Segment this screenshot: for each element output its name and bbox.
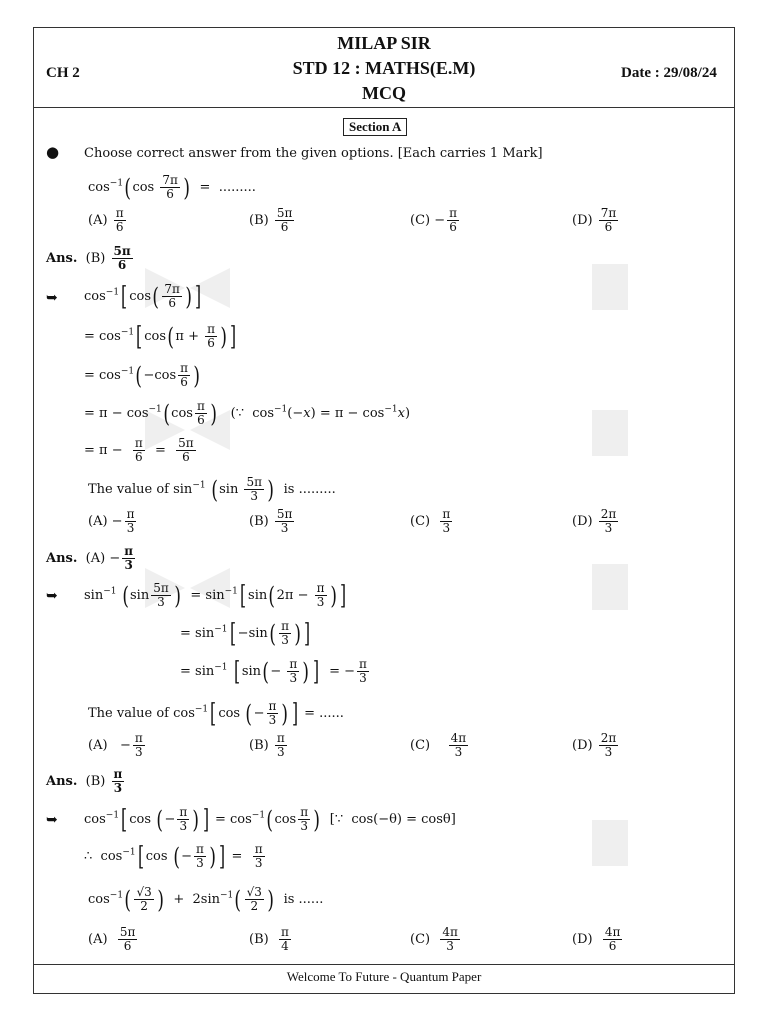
q2-option-b: (B) $\frac{5\pi}{3}$	[249, 507, 293, 535]
bullet-icon: ●	[46, 143, 60, 161]
arrow-icon: ➥	[46, 290, 58, 306]
q3-step-2: ∴ $\cos^{-1}$[ cos (− $\frac{\pi}{3}$ ) ] = $\frac{\pi}{3}$	[84, 841, 263, 872]
page-title: STD 12 : MATHS(E.M)	[292, 58, 476, 78]
q1-step-4: = $\pi - \cos^{-1}(\cos$ $\frac{\pi}{6}$ ) (∵ $\cos^{-1}(-x) = \pi - \cos^{-1}x$)	[84, 399, 411, 428]
q1-option-a: (A) $\frac{\pi}{6}$	[88, 206, 124, 234]
teacher-name: MILAP SIR	[337, 33, 431, 53]
q1-answer: Ans. (B) $\frac{5\pi}{6}$	[46, 244, 131, 272]
q3-option-c: (C) $\frac{4\pi}{3}$	[410, 731, 467, 759]
arrow-icon: ➥	[46, 588, 58, 604]
question-4: $\cos^{-1}$( $\frac{√3}{2}$ ) + $2\sin^{-1}$( $\frac{√3}{2}$ ) is ......	[88, 885, 324, 914]
section-heading: Section A	[343, 118, 407, 136]
q4-option-b: (B) $\frac{\pi}{4}$	[249, 925, 289, 953]
q2-option-c: (C) $\frac{\pi}{3}$	[410, 507, 451, 535]
q4-option-d: (D) $\frac{4\pi}{6}$	[572, 925, 621, 953]
q1-option-c: (C) − $\frac{\pi}{6}$	[410, 206, 458, 234]
watermark-icon	[590, 818, 630, 868]
q3-step-1: $\cos^{-1}$[ cos (− $\frac{\pi}{3}$ ) ] = $\cos^{-1}(\cos$ $\frac{\pi}{3}$ ) [∵ cos(−θ) = cosθ]	[84, 804, 456, 835]
q1-option-b: (B) $\frac{5\pi}{6}$	[249, 206, 293, 234]
q2-step-1: $\sin^{-1} (\sin$ $\frac{5\pi}{3}$ ) = $\sin^{-1}$[ sin(2π − $\frac{\pi}{3}$ ) ]	[84, 580, 346, 611]
watermark-icon	[590, 562, 630, 612]
q1-step-5: = π − $\frac{\pi}{6}$ = $\frac{5\pi}{6}$	[84, 436, 194, 464]
q4-option-c: (C) $\frac{4\pi}{3}$	[410, 925, 458, 953]
question-1: $\cos^{-1}(\cos$ $\frac{7\pi}{6}$ ) = .........	[88, 173, 256, 202]
paper-type: MCQ	[362, 83, 406, 103]
q2-option-a: (A) − $\frac{\pi}{3}$	[88, 507, 135, 535]
instruction-text: Choose correct answer from the given options. [Each carries 1 Mark]	[84, 146, 543, 161]
q3-option-b: (B) $\frac{\pi}{3}$	[249, 731, 285, 759]
q3-answer: Ans. (B) $\frac{\pi}{3}$	[46, 767, 123, 795]
q3-option-a: (A) − $\frac{\pi}{3}$	[88, 731, 143, 759]
footer-divider	[33, 964, 735, 965]
q3-option-d: (D) $\frac{2\pi}{3}$	[572, 731, 617, 759]
question-2: The value of $\sin^{-1} (\sin$ $\frac{5\pi}{3}$ ) is .........	[88, 475, 336, 504]
arrow-icon: ➥	[46, 812, 58, 828]
watermark-icon	[590, 262, 630, 312]
q2-option-d: (D) $\frac{2\pi}{3}$	[572, 507, 617, 535]
q1-step-2: = $\cos^{-1}$[ cos(π + $\frac{\pi}{6}$ ) ]	[84, 321, 237, 352]
footer-text: Welcome To Future - Quantum Paper	[286, 969, 482, 984]
q2-step-2: = $\sin^{-1}[ -\sin$( $\frac{\pi}{3}$ ) ]	[180, 618, 311, 649]
question-3: The value of $\cos^{-1}$[ cos (− $\frac{\pi}{3}$ ) ] = ......	[88, 698, 344, 729]
q2-answer: Ans. (A) − $\frac{\pi}{3}$	[46, 544, 134, 572]
q1-step-3: = $\cos^{-1}(-\cos$ $\frac{\pi}{6}$ )	[84, 361, 200, 390]
q1-option-d: (D) $\frac{7\pi}{6}$	[572, 206, 617, 234]
watermark-icon	[590, 408, 630, 458]
q2-step-3: = $\sin^{-1}$ [ sin(− $\frac{\pi}{3}$ ) ] = − $\frac{\pi}{3}$	[180, 656, 367, 687]
chapter-label: CH 2	[46, 65, 80, 81]
q4-option-a: (A) $\frac{5\pi}{6}$	[88, 925, 136, 953]
date-label: Date : 29/08/24	[621, 65, 717, 81]
q1-step-1: $\cos^{-1}$[ cos( $\frac{7\pi}{6}$ ) ]	[84, 281, 202, 312]
header-divider	[33, 107, 735, 108]
